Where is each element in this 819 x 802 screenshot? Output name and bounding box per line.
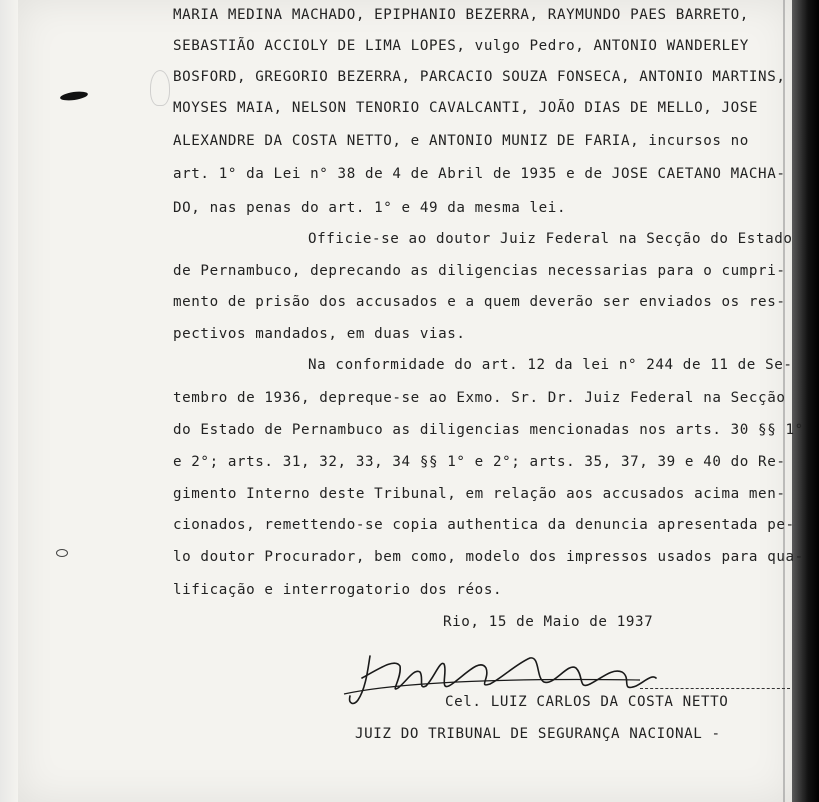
body-line-10: mento de prisão dos accusados e a quem deverão ser enviados os res-: [173, 294, 786, 310]
body-line-3: BOSFORD, GREGORIO BEZERRA, PARCACIO SOUZA FONSECA, ANTONIO MARTINS,: [173, 69, 786, 85]
body-line-12: Na conformidade do art. 12 da lei n° 244 de 11 de Se-: [308, 357, 793, 373]
body-line-19: lificação e interrogatorio dos réos.: [173, 582, 503, 598]
body-line-2: SEBASTIÃO ACCIOLY DE LIMA LOPES, vulgo Pedro, ANTONIO WANDERLEY: [173, 38, 749, 54]
body-line-13: tembro de 1936, depreque-se ao Exmo. Sr. Dr. Juiz Federal na Secção: [173, 390, 786, 406]
body-line-17: cionados, remettendo-se copia authentica da denuncia apresentada pe-: [173, 517, 795, 533]
body-line-9: de Pernambuco, deprecando as diligencias necessarias para o cumpri-: [173, 263, 786, 279]
body-line-16: gimento Interno deste Tribunal, em relação aos accusados acima men-: [173, 486, 786, 502]
date-line: Rio, 15 de Maio de 1937: [443, 614, 654, 630]
ink-mark: [56, 549, 68, 557]
signature-rule: [640, 688, 790, 689]
scan-border: [792, 0, 819, 802]
body-line-7: DO, nas penas do art. 1° e 49 da mesma lei.: [173, 200, 567, 216]
page-left-edge: [0, 0, 18, 802]
signatory-title: JUIZ DO TRIBUNAL DE SEGURANÇA NACIONAL -: [355, 726, 721, 742]
body-line-1: MARIA MEDINA MACHADO, EPIPHANIO BEZERRA, RAYMUNDO PAES BARRETO,: [173, 7, 749, 23]
body-line-18: lo doutor Procurador, bem como, modelo dos impressos usados para qua-: [173, 549, 804, 565]
pencil-annotation: [150, 70, 170, 106]
body-line-14: do Estado de Pernambuco as diligencias mencionadas nos arts. 30 §§ 1°: [173, 422, 804, 438]
body-line-8: Officie-se ao doutor Juiz Federal na Secção do Estado: [308, 231, 793, 247]
body-line-11: pectivos mandados, em duas vias.: [173, 326, 466, 342]
body-line-6: art. 1° da Lei n° 38 de 4 de Abril de 1935 e de JOSE CAETANO MACHA-: [173, 166, 786, 182]
body-line-4: MOYSES MAIA, NELSON TENORIO CAVALCANTI, JOÃO DIAS DE MELLO, JOSE: [173, 100, 759, 116]
signatory-name: Cel. LUIZ CARLOS DA COSTA NETTO: [445, 694, 729, 710]
body-line-5: ALEXANDRE DA COSTA NETTO, e ANTONIO MUNIZ DE FARIA, incursos no: [173, 133, 749, 149]
body-line-15: e 2°; arts. 31, 32, 33, 34 §§ 1° e 2°; arts. 35, 37, 39 e 40 do Re-: [173, 454, 786, 470]
